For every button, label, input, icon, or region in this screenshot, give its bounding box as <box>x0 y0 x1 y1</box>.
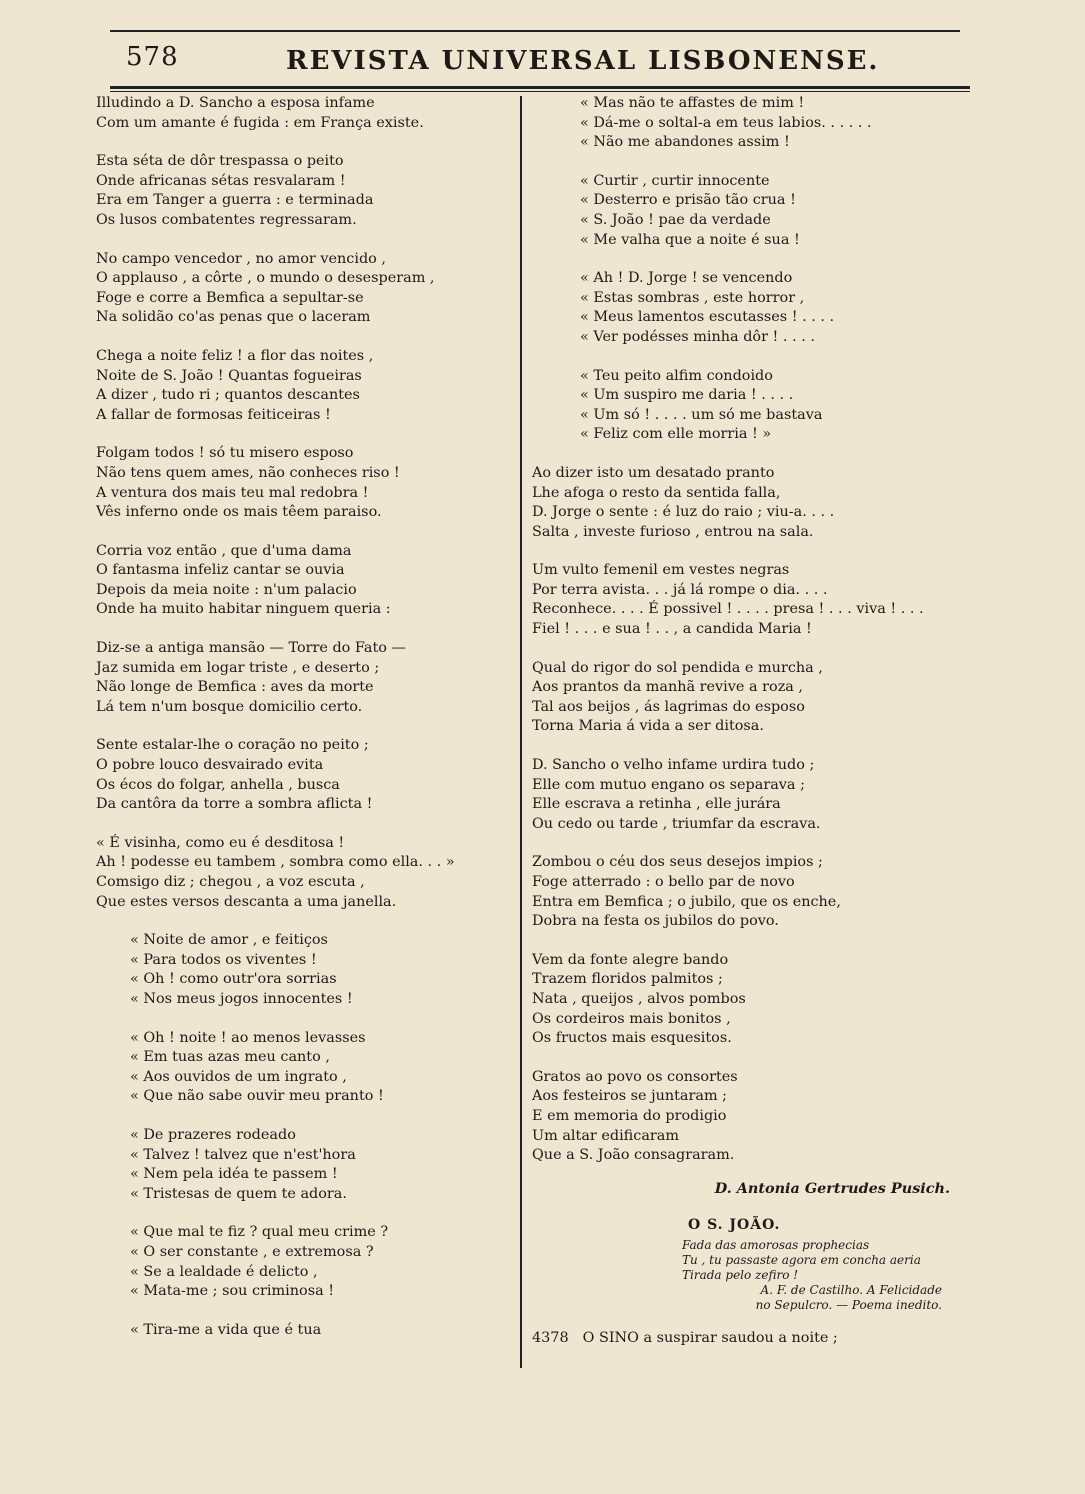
poem-stanza <box>532 951 962 1049</box>
poem-line: « S. João ! pae da verdade <box>580 211 771 228</box>
poem-line: Illudindo a D. Sancho a esposa infame <box>96 95 375 111</box>
poem-line: « Tira-me a vida que é tua <box>130 1321 322 1338</box>
poem-line: Noite de S. João ! Quantas fogueiras <box>96 367 362 384</box>
poem-line: Onde ha muito habitar ninguem queria : <box>96 601 391 618</box>
poem-stanza <box>96 639 506 717</box>
poem-line: Não tens quem ames, não conheces riso ! <box>96 464 400 481</box>
poem-line: « O ser constante , e extremosa ? <box>130 1243 374 1260</box>
poem-stanza <box>532 269 962 347</box>
poem-line: Esta séta de dôr trespassa o peito <box>96 153 344 170</box>
right-column <box>532 94 962 1349</box>
poem-line: « Nem pela idéa te passem ! <box>130 1166 338 1183</box>
header-rule-thin <box>110 91 970 92</box>
poem-line: A fallar de formosas feiticeiras ! <box>96 406 331 423</box>
poem-line: « É visinha, como eu é desditosa ! <box>96 834 345 851</box>
poem-line: No campo vencedor , no amor vencido , <box>96 250 386 267</box>
poem-line: Um altar edificaram <box>532 1127 680 1144</box>
poem-line: Reconhece. . . . É possivel ! . . . . presa ! . . . viva ! . . . <box>532 601 924 618</box>
poem-line: O pobre louco desvairado evita <box>96 757 324 774</box>
poem-line: Foge e corre a Bemfica a sepultar-se <box>96 289 364 306</box>
poem-line: Chega a noite feliz ! a flor das noites , <box>96 347 374 364</box>
poem-line: Não longe de Bemfica : aves da morte <box>96 679 374 696</box>
poem-line: « Oh ! como outr'ora sorrias <box>130 971 337 988</box>
poem-line: Ou cedo ou tarde , triumfar da escrava. <box>532 815 821 832</box>
poem-stanza <box>532 561 962 639</box>
poem-line: Onde africanas sétas resvalaram ! <box>96 172 346 189</box>
author-signature: D. Antonia Gertrudes Pusich. <box>714 1179 950 1197</box>
poem-line: E em memoria do prodigio <box>532 1107 727 1124</box>
article-title: O S. JOÃO. <box>688 1217 781 1234</box>
poem-stanza <box>96 94 506 133</box>
poem-stanza <box>96 834 506 912</box>
epigraph-line: Tirada pelo zefiro ! <box>682 1267 799 1282</box>
poem-stanza <box>96 1321 506 1341</box>
poem-stanza <box>532 659 962 737</box>
poem-stanza <box>96 736 506 814</box>
poem-stanza <box>532 94 962 153</box>
poem-line: Diz-se a antiga mansão — Torre do Fato — <box>96 640 406 657</box>
poem-line: Um vulto femenil em vestes negras <box>532 562 790 579</box>
epigraph-attribution: A. F. de Castilho. A Felicidade <box>760 1282 942 1297</box>
poem-stanza <box>96 1126 506 1204</box>
poem-line: « Não me abandones assim ! <box>580 134 790 151</box>
poem-line: Qual do rigor do sol pendida e murcha , <box>532 659 823 676</box>
poem-line: Era em Tanger a guerra : e terminada <box>96 192 374 209</box>
poem-line: Aos festeiros se juntaram ; <box>532 1088 728 1105</box>
poem-line: Na solidão co'as penas que o laceram <box>96 309 371 326</box>
poem-line: D. Jorge o sente : é luz do raio ; viu-a. . . . <box>532 504 835 521</box>
poem-line: « Que mal te fiz ? qual meu crime ? <box>130 1224 389 1241</box>
poem-line: Salta , investe furioso , entrou na sala. <box>532 523 814 540</box>
epigraph-attribution: no Sepulcro. — Poema inedito. <box>755 1297 942 1312</box>
poem-stanza <box>96 1223 506 1301</box>
poem-line: « Nos meus jogos innocentes ! <box>130 990 353 1007</box>
poem-line: « Um suspiro me daria ! . . . . <box>580 387 794 404</box>
poem-line: « Dá-me o soltal-a em teus labios. . . . . . <box>580 114 872 131</box>
poem-line: A dizer , tudo ri ; quantos descantes <box>96 387 360 404</box>
page-header <box>126 40 966 82</box>
poem-line: Folgam todos ! só tu misero esposo <box>96 445 354 462</box>
poem-line: « Ah ! D. Jorge ! se vencendo <box>580 270 793 287</box>
poem-line: Os cordeiros mais bonitos , <box>532 1010 731 1027</box>
poem-line: « Mas não te affastes de mim ! <box>580 95 805 111</box>
poem-line: Tal aos beijos , ás lagrimas do esposo <box>532 698 805 715</box>
poem-line: « Feliz com elle morria ! » <box>580 426 772 443</box>
poem-line: « Se a lealdade é delicto , <box>130 1263 318 1280</box>
poem-line: Sente estalar-lhe o coração no peito ; <box>96 737 369 754</box>
poem-line: Os fructos mais esquesitos. <box>532 1030 732 1047</box>
poem-line: Por terra avista. . . já lá rompe o dia. . . . <box>532 581 828 598</box>
poem-line: Depois da meia noite : n'um palacio <box>96 581 357 598</box>
poem-line: Trazem floridos palmitos ; <box>532 971 723 988</box>
poem-line: Entra em Bemfica ; o jubilo, que os enche, <box>532 893 841 910</box>
epigraph-line: Tu , tu passaste agora em concha aeria <box>682 1252 921 1267</box>
poem-line: « Me valha que a noite é sua ! <box>580 231 800 248</box>
poem-stanza <box>532 853 962 931</box>
poem-line: Elle escrava a retinha , elle jurára <box>532 796 781 813</box>
page-number: 578 <box>126 42 179 72</box>
poem-line: Da cantôra da torre a sombra aflicta ! <box>96 796 373 813</box>
left-column <box>96 94 506 1359</box>
poem-line: « De prazeres rodeado <box>130 1126 296 1143</box>
column-divider <box>520 96 522 1368</box>
poem-line: « Em tuas azas meu canto , <box>130 1049 330 1066</box>
poem-line: Corria voz então , que d'uma dama <box>96 542 352 559</box>
line-number: 4378 <box>532 1329 569 1346</box>
poem-stanza <box>96 1029 506 1107</box>
poem-line: Fiel ! . . . e sua ! . . , a candida Maria ! <box>532 621 812 638</box>
poem-stanza <box>532 464 962 542</box>
poem-line: « Tristesas de quem te adora. <box>130 1185 347 1202</box>
poem-line: Que a S. João consagraram. <box>532 1147 735 1164</box>
poem-first-line <box>532 1329 962 1349</box>
poem-line: D. Sancho o velho infame urdira tudo ; <box>532 757 815 774</box>
poem-line: O applauso , a côrte , o mundo o desesperam , <box>96 270 435 287</box>
poem-line: Lá tem n'um bosque domicilio certo. <box>96 698 363 715</box>
poem-line: Nata , queijos , alvos pombos <box>532 990 746 1007</box>
poem-line: « Meus lamentos escutasses ! . . . . <box>580 309 835 326</box>
poem-line: « Mata-me ; sou criminosa ! <box>130 1283 335 1300</box>
poem-line: Torna Maria á vida a ser ditosa. <box>532 718 764 735</box>
poem-line: A ventura dos mais teu mal redobra ! <box>96 484 369 501</box>
poem-stanza <box>96 347 506 425</box>
poem-line: « Aos ouvidos de um ingrato , <box>130 1068 347 1085</box>
poem-line: Os lusos combatentes regressaram. <box>96 211 357 228</box>
poem-line: Com um amante é fugida : em França existe. <box>96 114 424 131</box>
poem-line: Comsigo diz ; chegou , a voz escuta , <box>96 874 365 890</box>
poem-line: Lhe afoga o resto da sentida falla, <box>532 484 781 501</box>
poem-line: Foge atterrado : o bello par de novo <box>532 874 795 890</box>
poem-line: « Talvez ! talvez que n'est'hora <box>130 1146 356 1163</box>
poem-line: Ah ! podesse eu tambem , sombra como ella. . . » <box>96 854 455 871</box>
poem-line: Vês inferno onde os mais têem paraiso. <box>96 504 382 521</box>
poem-line: Gratos ao povo os consortes <box>532 1068 738 1085</box>
poem-line: O fantasma infeliz cantar se ouvia <box>96 562 345 579</box>
poem-line: Os écos do folgar, anhella , busca <box>96 776 340 793</box>
poem-stanza <box>96 152 506 230</box>
poem-line: « Noite de amor , e feitiços <box>130 932 328 949</box>
poem-stanza <box>96 542 506 620</box>
poem-line: « Estas sombras , este horror , <box>580 289 805 306</box>
poem-stanza <box>96 250 506 328</box>
poem-stanza <box>532 1068 962 1166</box>
poem-line: Vem da fonte alegre bando <box>532 951 729 968</box>
poem-line: « Oh ! noite ! ao menos levasses <box>130 1029 366 1046</box>
poem-line: Zombou o céu dos seus desejos impios ; <box>532 854 823 871</box>
epigraph-line: Fada das amorosas prophecias <box>682 1237 870 1252</box>
poem-line: « Que não sabe ouvir meu pranto ! <box>130 1088 384 1105</box>
poem-line: « Para todos os viventes ! <box>130 951 317 968</box>
poem-line: « Curtir , curtir innocente <box>580 172 770 189</box>
poem-line: Jaz sumida em logar triste , e deserto ; <box>96 659 380 676</box>
poem-stanza <box>532 756 962 834</box>
poem-line: « Ver podésses minha dôr ! . . . . <box>580 328 815 345</box>
top-rule <box>110 30 960 32</box>
poem-line: Aos prantos da manhã revive a roza , <box>532 679 803 696</box>
poem-stanza <box>532 172 962 250</box>
header-rule <box>110 86 970 89</box>
poem-line: Elle com mutuo engano os separava ; <box>532 776 805 793</box>
poem-stanza <box>96 444 506 522</box>
poem-line: « Teu peito alfim condoido <box>580 367 773 384</box>
poem-line: Que estes versos descanta a uma janella. <box>96 893 397 910</box>
poem-stanza <box>532 367 962 445</box>
first-line-text: O SINO a suspirar saudou a noite ; <box>582 1329 838 1346</box>
poem-line: Ao dizer isto um desatado pranto <box>532 464 775 481</box>
epigraph <box>532 1238 962 1313</box>
poem-line: « Um só ! . . . . um só me bastava <box>580 406 823 423</box>
poem-stanza <box>96 931 506 1009</box>
poem-line: « Desterro e prisão tão crua ! <box>580 192 796 209</box>
journal-title: REVISTA UNIVERSAL LISBONENSE. <box>286 46 880 76</box>
poem-line: Dobra na festa os jubilos do povo. <box>532 913 779 930</box>
